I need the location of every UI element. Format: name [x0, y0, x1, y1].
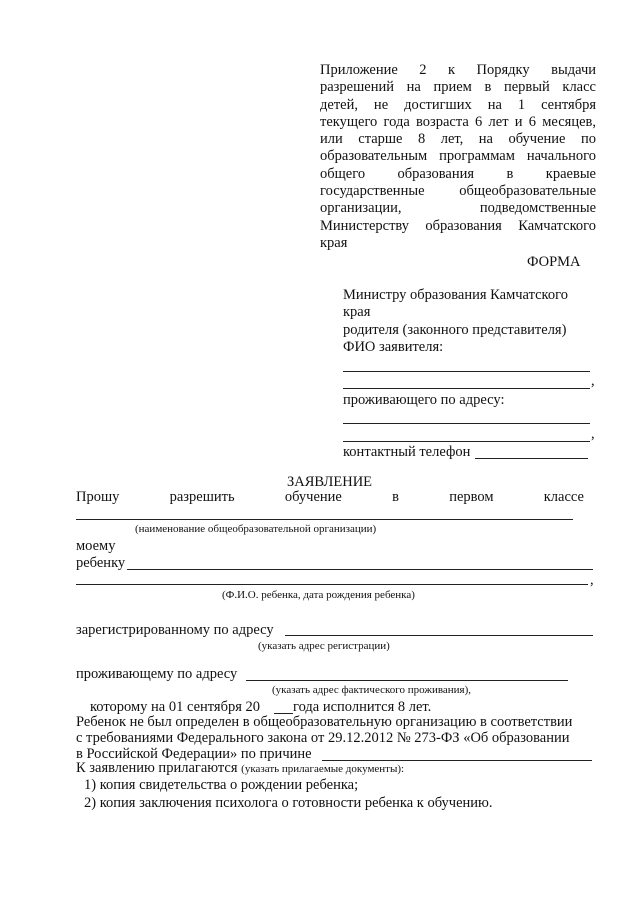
- form-label: ФОРМА: [527, 254, 581, 270]
- request-word: разрешить: [169, 489, 235, 505]
- request-word: Прошу: [76, 489, 120, 505]
- fio-line-1[interactable]: [343, 371, 590, 372]
- hint-living: (указать адрес фактического проживания),: [272, 684, 472, 696]
- addressee-parent: родителя (законного представителя): [343, 322, 567, 338]
- request-word: в: [392, 489, 399, 505]
- fio-line-2[interactable]: [343, 388, 590, 389]
- addressee-phone-label: контактный телефон: [343, 444, 471, 460]
- addressee-ministry-cont: края: [343, 304, 371, 320]
- annex-line: организации, подведомственные: [320, 200, 596, 217]
- annex-line: образовательным программам начального: [320, 148, 596, 165]
- annex-line: края: [320, 234, 348, 251]
- age-line-start: которому на 01 сентября 20: [90, 699, 261, 715]
- annex-line: общего образования в краевые: [320, 165, 596, 182]
- request-word: классе: [543, 489, 584, 505]
- reason-line-2: с требованиями Федерального закона от 29.12.2012 № 273-ФЗ «Об образовании: [76, 730, 570, 746]
- attachment-item: 1) копия свидетельства о рождении ребенка;: [84, 777, 359, 793]
- comma: ,: [591, 373, 595, 389]
- child-name-line-2[interactable]: [76, 584, 588, 585]
- comma: ,: [591, 426, 595, 442]
- annex-line: разрешений на прием в первый класс: [320, 79, 596, 96]
- addressee-ministry: Министру образования Камчатского: [343, 287, 568, 303]
- my-label: моему: [76, 538, 116, 554]
- attachment-item: 2) копия заключения психолога о готовности ребенка к обучению.: [84, 795, 493, 811]
- phone-line[interactable]: [475, 458, 588, 459]
- annex-line: государственные общеобразовательные: [320, 183, 596, 200]
- annex-line: Министерству образования Камчатского: [320, 217, 596, 234]
- attach-label-text: К заявлению прилагаются: [76, 760, 238, 776]
- registered-label: зарегистрированному по адресу: [76, 622, 274, 638]
- reason-line-3: в Российской Федерации» по причине: [76, 746, 312, 762]
- age-line-end: года исполнится 8 лет.: [293, 699, 432, 715]
- child-label: ребенку: [76, 555, 126, 571]
- attach-hint: (указать прилагаемые документы):: [241, 763, 405, 775]
- living-label: проживающему по адресу: [76, 666, 238, 682]
- comma: ,: [590, 572, 594, 588]
- address-line-2[interactable]: [343, 441, 590, 442]
- child-name-line-1[interactable]: [127, 569, 593, 570]
- annex-line: или старше 8 лет, на обучение по: [320, 131, 596, 148]
- annex-line: текущего года возраста 6 лет и 6 месяцев,: [320, 113, 596, 130]
- address-line-1[interactable]: [343, 423, 590, 424]
- reason-line-1: Ребенок не был определен в общеобразовательную организацию в соответствии: [76, 714, 573, 730]
- request-word: обучение: [284, 489, 342, 505]
- attach-label: [76, 760, 404, 777]
- hint-org: (наименование общеобразовательной организации): [135, 523, 377, 535]
- hint-child: (Ф.И.О. ребенка, дата рождения ребенка): [222, 589, 415, 601]
- annex-line: детей, не достигших на 1 сентября: [320, 96, 596, 113]
- living-address-line[interactable]: [246, 680, 568, 681]
- registration-address-line[interactable]: [285, 635, 593, 636]
- annex-header: [320, 62, 596, 252]
- org-name-line[interactable]: [76, 519, 573, 520]
- addressee-residing-label: проживающего по адресу:: [343, 392, 505, 408]
- annex-line: Приложение 2 к Порядку выдачи: [320, 62, 596, 78]
- request-line: [76, 489, 584, 506]
- document-title: ЗАЯВЛЕНИЕ: [287, 474, 373, 490]
- request-word: первом: [449, 489, 494, 505]
- addressee-fio-label: ФИО заявителя:: [343, 339, 444, 355]
- hint-registration: (указать адрес регистрации): [258, 640, 390, 652]
